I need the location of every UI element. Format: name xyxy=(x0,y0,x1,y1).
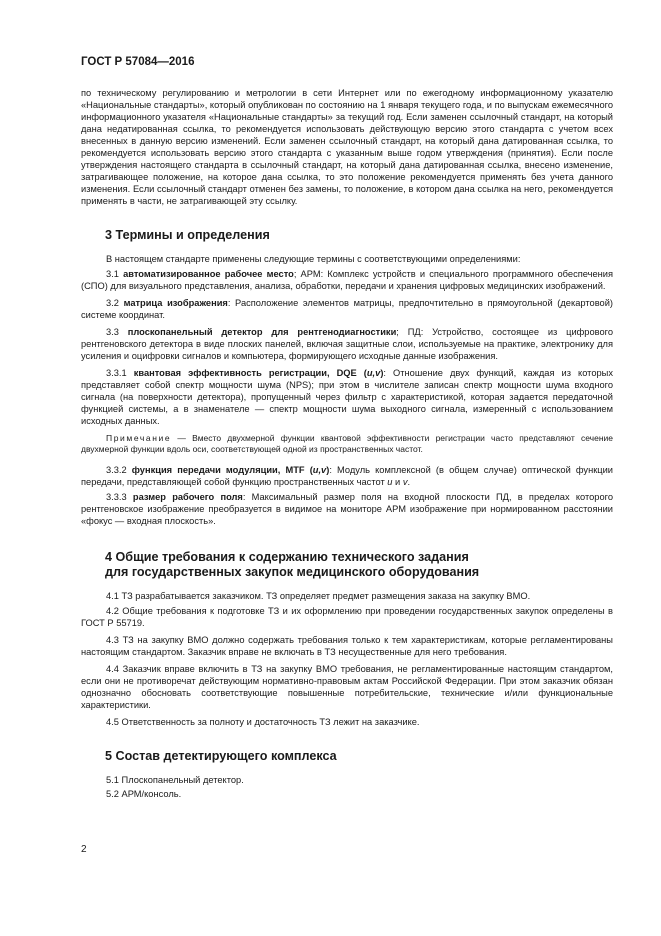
term-3-3-3-definition: : Максимальный размер поля на входной плоскости ПД, в пределах которого рентгеновское изображение преобразуется в видимое на мониторе АРМ изображение при нормированном расстоянии «фокус — входная плоскость». xyxy=(81,491,613,526)
section-4-heading xyxy=(81,550,613,581)
para-4-5: 4.5 Ответственность за полноту и достаточность ТЗ лежит на заказчике. xyxy=(106,716,420,727)
term-3-3-2-and: и xyxy=(392,476,403,487)
term-3-3-2-title-text: функция передачи модуляции, MTF ( xyxy=(131,464,313,475)
intro-paragraph: по техническому регулированию и метрологии в сети Интернет или по ежегодному информационному указателю «Национальные стандарты», который опубликован по состоянию на 1 января текущего года, и по выпускам ежемесячного информационного указателя «Национальные стандарты» за текущий год. Если заменен ссылочный стандарт, на который дана недатированная ссылка, то рекомендуется использовать действующую версию этого стандарта с учетом всех внесенных в данную версию изменений. Если заменен ссылочный стандарт, на который дана датированная ссылка, то рекомендуется использовать версию этого стандарта с указанным выше годом утверждения (принятия). Если после утверждения настоящего стандарта в ссылочный стандарт, на который дана датированная ссылка, внесено изменение, затрагивающее положение, на которое дана ссылка, то это положение рекомендуется применять без учета данного изменения. Если ссылочный стандарт отменен без замены, то положение, в котором дана ссылка на него, рекомендуется применять в части, не затрагивающей эту ссылку. xyxy=(81,88,613,206)
term-3-3-number: 3.3 xyxy=(106,326,128,337)
term-3-3-2 xyxy=(81,464,613,488)
para-4-1: 4.1 ТЗ разрабатывается заказчиком. ТЗ определяет предмет размещения заказа на закупку ВМО. xyxy=(106,590,531,601)
term-3-3-1-title-text: квантовая эффективность регистрации, DQE ( xyxy=(133,367,367,378)
term-3-3-3-title: размер рабочего поля xyxy=(132,491,243,502)
para-4-3: 4.3 ТЗ на закупку ВМО должно содержать требования только к тем характеристикам, которые регламентированы настоящим стандартом. Заказчик вправе не включать в ТЗ несущественные для него требования. xyxy=(81,634,613,657)
term-3-3-2-definition: : Модуль комплексной (в общем случае) оптической функции передачи, представляющей собой функцию пространственных частот xyxy=(81,464,613,487)
section-4-heading-line-2: для государственных закупок медицинского оборудования xyxy=(105,565,480,579)
para-4-2: 4.2 Общие требования к подготовке ТЗ и их оформлению при проведении государственных закупок определены в ГОСТ Р 55719. xyxy=(81,605,613,628)
section-3-heading: 3 Термины и определения xyxy=(105,228,270,242)
term-3-3-2-var-u: u xyxy=(387,476,393,487)
term-3-3-2-number: 3.3.2 xyxy=(106,464,132,475)
page-content xyxy=(81,87,613,800)
term-3-3-definition: ; ПД: Устройство, состоящее из цифрового рентгеновского детектора в виде плоских панелей, включая защитные слои, используемые на практике, электронику для усиления и оцифровки сигналов и компьютера, формирующего исходные данные изображения. xyxy=(81,326,613,361)
term-3-3-1-definition: : Отношение двух функций, каждая из которых представляет собой спектр мощности шума (NPS); при этом в числителе записан спектр мощности шума входного сигнала (на поверхности детектора), пропущенный через фильтр с характеристикой, которая задается передаточной функцией системы, а в знаменателе — спектр мощности шума выходного сигнала, измеренный с использованием исходных данных. xyxy=(81,367,613,426)
term-3-3-2-end: . xyxy=(407,476,411,487)
term-3-3-3-number: 3.3.3 xyxy=(106,491,133,502)
note-label: Примечание xyxy=(106,432,172,443)
term-3-3-title: плоскопанельный детектор для рентгенодиагностики xyxy=(127,326,397,337)
term-3-1-title: автоматизированное рабочее место xyxy=(123,268,294,279)
term-3-3-1-title-end: ) xyxy=(380,367,384,378)
section-4-heading-line-1: 4 Общие требования к содержанию технического задания xyxy=(105,549,469,564)
para-4-4: 4.4 Заказчик вправе включить в ТЗ на закупку ВМО требования, не регламентированные настоящим стандартом, если они не противоречат действующим нормативно-правовым актам Российской Федерации. При этом заказчик обязан однозначно обосновать соответствующие повышенные потребительские, технические и/или функциональные характеристики. xyxy=(81,663,613,710)
para-5-1: 5.1 Плоскопанельный детектор. xyxy=(106,775,244,785)
section-3-intro: В настоящем стандарте применены следующие термины с соответствующими определениями: xyxy=(106,253,521,264)
term-3-2-number: 3.2 xyxy=(106,297,124,308)
term-3-3-1 xyxy=(81,367,613,427)
note-paragraph xyxy=(81,433,613,455)
term-3-3 xyxy=(81,326,613,362)
term-3-3-1-title xyxy=(134,368,384,378)
term-3-3-2-title-end: ) xyxy=(326,464,330,475)
term-3-3-2-variables: u,v xyxy=(312,464,327,475)
note-text: — Вместо двухмерной функции квантовой эффективности регистрации часто представляют сечение двухмерной функции вдоль оси, соответствующей одной из пространственных частот. xyxy=(81,432,613,454)
term-3-2 xyxy=(81,297,613,321)
term-3-1 xyxy=(81,268,613,292)
term-3-3-1-variables: u,v xyxy=(366,367,381,378)
document-header-id: ГОСТ Р 57084—2016 xyxy=(81,56,195,68)
para-5-2: 5.2 АРМ/консоль. xyxy=(106,789,182,799)
term-3-2-title: матрица изображения xyxy=(123,297,228,308)
term-3-1-number: 3.1 xyxy=(106,268,124,279)
section-5-heading: 5 Состав детектирующего комплекса xyxy=(105,748,337,763)
term-3-2-definition: : Расположение элементов матрицы, предпочтительно в прямоугольной (декартовой) системе координат. xyxy=(81,297,613,320)
term-3-3-2-title xyxy=(132,465,330,475)
page-number: 2 xyxy=(81,844,87,855)
term-3-3-1-number: 3.3.1 xyxy=(106,367,134,378)
term-3-3-3 xyxy=(81,491,613,527)
term-3-1-definition: ; АРМ: Комплекс устройств и специального программного обеспечения (СПО) для визуального представления, анализа, обработки, передачи и хранения цифровых медицинских изображений. xyxy=(81,268,613,291)
term-3-3-2-var-v: v xyxy=(402,476,408,487)
